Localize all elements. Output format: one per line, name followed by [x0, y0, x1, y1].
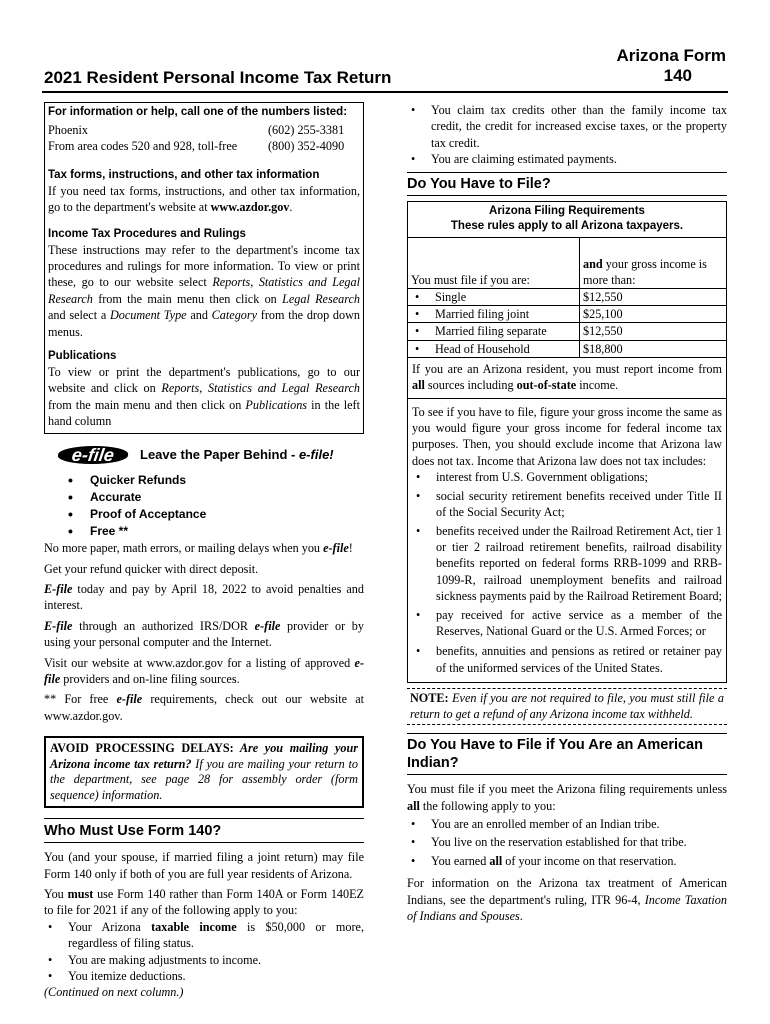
requirements-title: Arizona Filing Requirements These rules apply to all Arizona taxpayers. [408, 202, 726, 238]
phone-row [48, 138, 360, 154]
left-column [44, 102, 364, 1001]
file-heading-rule [407, 172, 727, 173]
who-heading-rule [44, 842, 364, 843]
list-item: • You itemize deductions. [44, 968, 364, 984]
list-item: • You live on the reservation established for that tribe. [407, 834, 727, 850]
who-paragraph: You must use Form 140 rather than Form 140A or Form 140EZ to file for 2021 if any of the following apply to you: [44, 886, 364, 918]
phone-number: (602) 255-3381 [268, 123, 345, 137]
procedures-heading: Income Tax Procedures and Rulings [48, 227, 246, 240]
table-header: You must file if you are: [411, 272, 530, 287]
right-column [407, 102, 727, 924]
indian-heading-rule [407, 774, 727, 775]
forms-heading: Tax forms, instructions, and other tax information [48, 168, 320, 181]
forms-site-link[interactable]: www.azdor.gov [210, 200, 290, 215]
phone-label: From area codes 520 and 928, toll-free [48, 139, 238, 154]
procedures-text: These instructions may refer to the department's income tax procedures and rulings for more information. To view or print these, go to our website select Reports, Statistics and Legal Research from the main menu then click on Legal Research and select a Document Type and Category from the drop down menus. [48, 242, 360, 339]
list-item: • You are claiming estimated payments. [407, 151, 727, 167]
efile-paragraph: Get your refund quicker with direct deposit. [44, 561, 259, 576]
continued-list [407, 102, 727, 168]
gross-income: $18,800 [580, 340, 727, 357]
file-heading-rule [407, 195, 727, 196]
list-item: • Your Arizona taxable income is $50,000 or more, regardless of filing status. [44, 919, 364, 952]
who-heading-rule [44, 818, 364, 819]
continued-note: (Continued on next column.) [44, 985, 184, 1000]
efile-paragraph: ** For free e-file requirements, check out our website at www.azdor.gov. [44, 692, 364, 723]
efile-paragraph: E-file today and pay by April 18, 2022 to avoid penalties and interest. [44, 581, 364, 613]
efile-logo: e-file [57, 446, 130, 464]
form-number [590, 46, 726, 86]
gross-income: $12,550 [580, 323, 727, 340]
list-item: • Free ** [44, 523, 364, 540]
page-title: 2021 Resident Personal Income Tax Return [44, 68, 392, 87]
efile-heading: Leave the Paper Behind - e-file! [140, 446, 334, 462]
table-row [408, 340, 726, 357]
forms-text: If you need tax forms, instructions, and other tax information, go to the department's website at www.azdor.gov. [48, 183, 360, 215]
publications-text: To view or print the department's publications, go to our website and click on Reports, Statistics and Legal Research from the main menu and then click on Publications in the left hand column [48, 365, 361, 429]
phone-number: (800) 352-4090 [268, 139, 345, 154]
table-row [408, 306, 726, 323]
table-header: and your gross income is more than: [580, 238, 727, 289]
efile-header [44, 446, 364, 464]
gross-income-text: To see if you have to file, figure your gross income the same as you would figure your gross income for federal income tax purposes. Then, you should exclude income that Arizona law does not tax. Income that Arizona law does not tax includes: [412, 404, 722, 468]
form-label: Arizona Form [616, 46, 726, 65]
gross-income-section [408, 398, 726, 683]
indian-heading-rule [407, 733, 727, 734]
efile-paragraph: E-file through an authorized IRS/DOR e-file provider or by using your personal computer and the Internet. [44, 618, 364, 650]
list-item: • social security retirement benefits received under Title II of the Social Security Act; [412, 488, 722, 521]
list-item: • You are making adjustments to income. [44, 952, 364, 968]
who-heading: Who Must Use Form 140? [44, 823, 222, 840]
requirements-table [408, 238, 726, 357]
gross-income: $25,100 [580, 306, 727, 323]
gross-income: $12,550 [580, 289, 727, 306]
list-item: • Proof of Acceptance [44, 506, 364, 523]
indian-heading: Do You Have to File if You Are an American Indian? [407, 737, 703, 772]
list-item: • Quicker Refunds [44, 472, 364, 489]
info-box [44, 102, 364, 434]
indian-paragraph: You must file if you meet the Arizona filing requirements unless all the following apply to you: [407, 782, 727, 813]
table-row [408, 323, 726, 340]
list-item: • Accurate [44, 489, 364, 506]
filing-status: • Married filing separate [411, 323, 576, 339]
filing-status: • Single [411, 289, 576, 305]
list-item: • You are an enrolled member of an Indian tribe. [407, 816, 727, 832]
who-paragraph: You (and your spouse, if married filing a joint return) may file Form 140 only if both of you are full year residents of Arizona. [44, 850, 364, 881]
who-list [44, 919, 364, 985]
efile-paragraph: Visit our website at www.azdor.gov for a listing of approved e-file providers and on-line filing sources. [44, 655, 364, 686]
phone-row [48, 122, 360, 138]
avoid-delays-box: AVOID PROCESSING DELAYS: Are you mailing your Arizona income tax return? If you are mailing your return to the department, see page 28 for assembly order (form sequence) information. [44, 736, 364, 808]
list-item: • pay received for active service as a member of the Reserves, National Guard or the U.S. Armed Forces; or [412, 607, 722, 640]
table-row [408, 289, 726, 306]
file-heading: Do You Have to File? [407, 175, 551, 192]
phone-label: Phoenix [48, 123, 88, 137]
list-item: • You claim tax credits other than the family income tax credit, the credit for increased excise taxes, or the property tax credit. [407, 102, 727, 151]
efile-benefits-list [44, 472, 364, 540]
exclusions-list [412, 469, 722, 676]
indian-info: For information on the Arizona tax treatment of American Indians, see the department's ruling, ITR 96-4, Income Taxation of Indians and Spouses. [407, 876, 727, 923]
filing-requirements-box [407, 201, 727, 684]
efile-paragraph: No more paper, math errors, or mailing delays when you e-file! [44, 541, 353, 556]
note-box: NOTE: Even if you are not required to file, you must still file a return to get a refund of any Arizona income tax withheld. [407, 689, 727, 725]
list-item: • benefits received under the Railroad Retirement Act, tier 1 or tier 2 railroad retirement benefits, railroad disability benefits reported on federal forms RRB-1099 and RRB-1099-R, railroad unemployment benefits and railroad sickness payments paid by the Railroad Retirement Board; [412, 523, 722, 605]
list-item: • You earned all of your income on that reservation. [407, 853, 727, 869]
list-item: • interest from U.S. Government obligations; [412, 469, 722, 485]
list-item: • benefits, annuities and pensions as retired or retainer pay of the uniformed services of the United States. [412, 643, 722, 676]
indian-list [407, 816, 727, 869]
resident-note: If you are an Arizona resident, you must report income from all sources including out-of-state income. [408, 357, 726, 398]
filing-status: • Head of Household [411, 341, 576, 357]
publications-heading: Publications [48, 350, 117, 363]
form-id: 140 [663, 66, 692, 85]
info-heading: For information or help, call one of the numbers listed: [48, 106, 348, 118]
filing-status: • Married filing joint [411, 306, 576, 322]
header-rule [42, 91, 728, 93]
